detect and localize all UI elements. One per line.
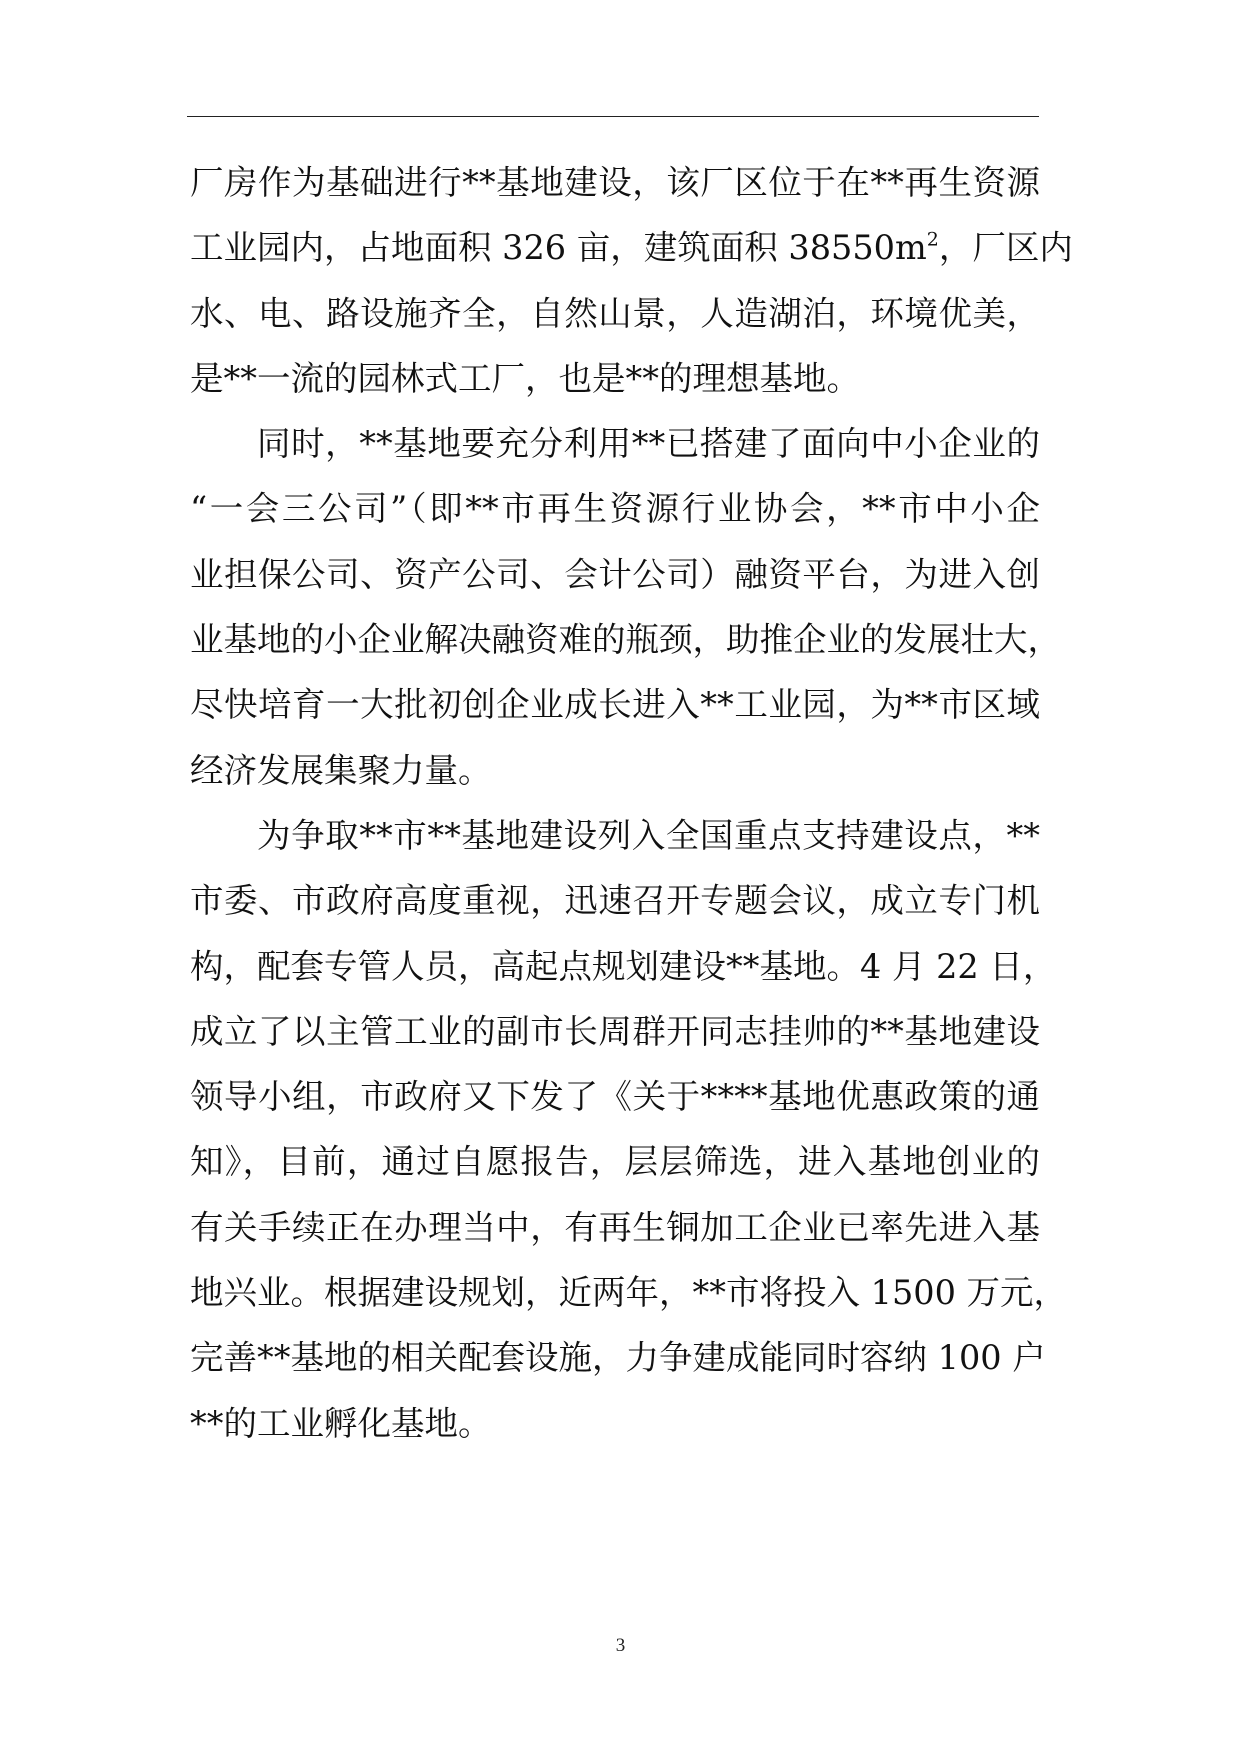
paragraph-1 [190,150,1073,411]
text-line: 业担保公司、资产公司、会计公司）融资平台，为进入创 [190,554,1040,594]
text-line: 领导小组，市政府又下发了《关于****基地优惠政策的通 [190,1077,1040,1117]
text-line: **的工业孵化基地。 [190,1403,492,1443]
text-line: “一会三公司”（即**市再生资源行业协会，**市中小企 [190,489,1040,529]
text-line-main: 工业园内，占地面积 326 亩，建筑面积 38550m [190,228,927,268]
text-line: 知》，目前，通过自愿报告，层层筛选，进入基地创业的 [190,1142,1040,1182]
text-line: 完善**基地的相关配套设施，力争建成能同时容纳 100 户 [190,1338,1046,1378]
text-line: 尽快培育一大批初创企业成长进入**工业园，为**市区域 [190,685,1040,725]
paragraph-3 [190,803,1068,1456]
superscript: 2 [926,229,939,251]
document-body [190,150,1073,1456]
text-line: 同时，**基地要充分利用**已搭建了面向中小企业的 [257,424,1040,464]
text-line [190,215,1073,280]
text-line: 为争取**市**基地建设列入全国重点支持建设点，** [257,815,1040,855]
text-line: 有关手续正在办理当中，有再生铜加工企业已率先进入基 [190,1207,1040,1247]
paragraph-2 [190,411,1061,803]
text-line: 成立了以主管工业的副市长周群开同志挂帅的**基地建设 [190,1011,1040,1051]
text-line: 业基地的小企业解决融资难的瓶颈，助推企业的发展壮大， [190,620,1061,660]
text-line: 是**一流的园林式工厂，也是**的理想基地。 [190,358,860,398]
text-line-suffix: ，厂区内 [938,228,1073,268]
text-line: 地兴业。根据建设规划，近两年，**市将投入 1500 万元， [190,1273,1068,1313]
text-line: 构，配套专管人员，高起点规划建设**基地。4 月 22 日， [190,946,1057,986]
text-line: 市委、市政府高度重视，迅速召开专题会议，成立专门机 [190,881,1040,921]
header-rule [187,116,1039,117]
text-line: 经济发展集聚力量。 [190,750,492,790]
text-line: 厂房作为基础进行**基地建设，该厂区位于在**再生资源 [190,163,1040,202]
text-line: 水、电、路设施齐全，自然山景，人造湖泊，环境优美， [190,293,1040,333]
page-number: 3 [615,1635,626,1656]
